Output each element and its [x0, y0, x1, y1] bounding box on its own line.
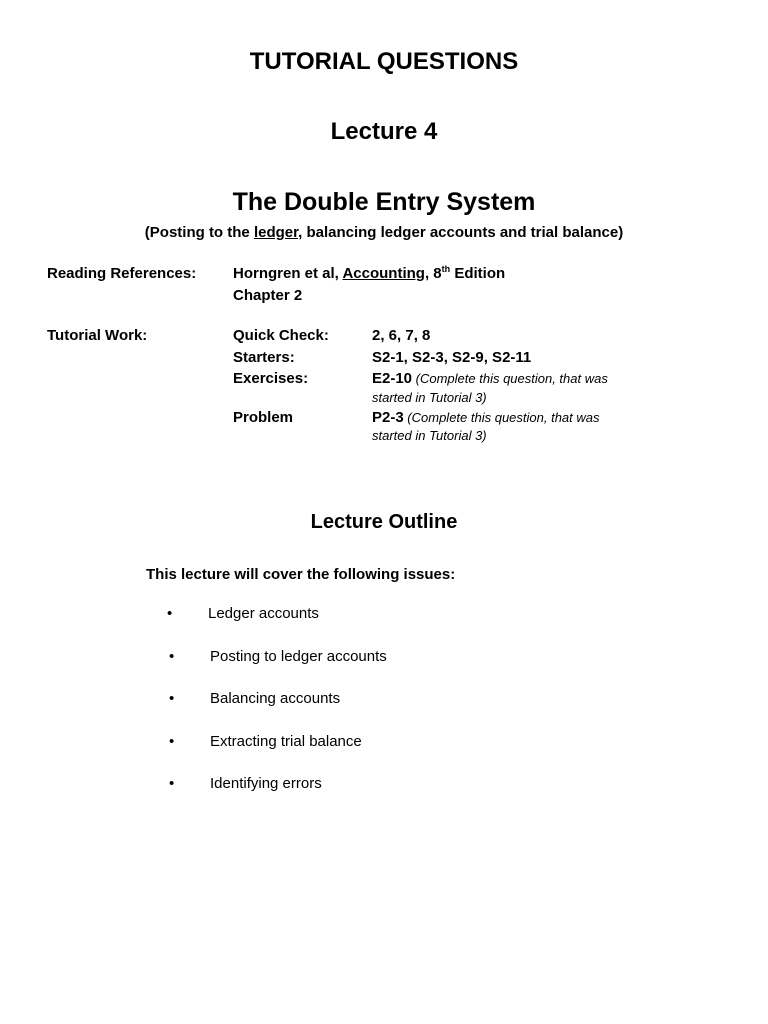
bullet-icon: •	[169, 775, 175, 792]
list-item: Balancing accounts	[210, 690, 341, 707]
problem-note-line2: started in Tutorial 3)	[372, 428, 487, 443]
reading-reference	[233, 265, 505, 282]
outline-intro: This lecture will cover the following issues:	[146, 566, 456, 583]
subtitle-underlined: ledger	[253, 224, 299, 241]
tutorial-type-quick-check: Quick Check:	[233, 327, 329, 344]
document-title: TUTORIAL QUESTIONS	[249, 48, 519, 75]
subtitle-open: (Posting to the	[144, 224, 254, 241]
tutorial-type-problem: Problem	[233, 409, 294, 426]
lecture-number: Lecture 4	[330, 118, 438, 145]
reading-book: Accounting	[342, 265, 425, 282]
tutorial-items-quick-check: 2, 6, 7, 8	[372, 327, 431, 344]
bullet-icon: •	[169, 733, 175, 750]
tutorial-items-problem	[372, 409, 600, 426]
lecture-subtitle	[0, 224, 768, 241]
bullet-icon: •	[167, 605, 173, 622]
reading-edition-sup: th	[441, 264, 451, 274]
list-item: Identifying errors	[210, 775, 322, 792]
reading-edition-prefix: , 8	[424, 265, 442, 282]
list-item: Extracting trial balance	[210, 733, 362, 750]
reading-author: Horngren et al,	[233, 265, 343, 282]
reading-chapter: Chapter 2	[233, 287, 303, 304]
bullet-icon: •	[169, 690, 175, 707]
tutorial-items-exercises	[372, 370, 608, 387]
bullet-icon: •	[169, 648, 175, 665]
reading-label: Reading References:	[47, 265, 197, 282]
tutorial-items-starters: S2-1, S2-3, S2-9, S2-11	[372, 349, 532, 366]
tutorial-type-starters: Starters:	[233, 349, 295, 366]
exercise-code: E2-10	[372, 370, 413, 387]
tutorial-label: Tutorial Work:	[47, 327, 148, 344]
lecture-topic: The Double Entry System	[232, 188, 536, 216]
list-item: Ledger accounts	[208, 605, 319, 622]
reading-edition-suffix: Edition	[450, 265, 506, 282]
problem-note-line1: (Complete this question, that was	[403, 410, 600, 425]
outline-title: Lecture Outline	[310, 511, 458, 533]
subtitle-close: , balancing ledger accounts and trial balance)	[298, 224, 624, 241]
list-item: Posting to ledger accounts	[210, 648, 387, 665]
tutorial-type-exercises: Exercises:	[233, 370, 309, 387]
problem-code: P2-3	[372, 409, 404, 426]
exercise-note-line1: (Complete this question, that was	[412, 371, 608, 386]
exercise-note-line2: started in Tutorial 3)	[372, 390, 487, 405]
